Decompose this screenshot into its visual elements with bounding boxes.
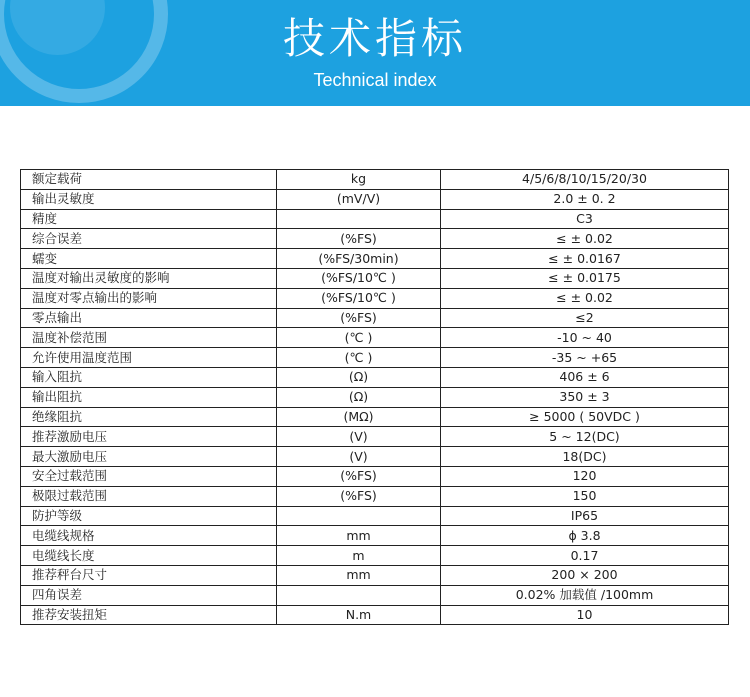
spec-value-cell: ≥ 5000 ( 50VDC ): [441, 407, 729, 427]
spec-unit-cell: (V): [277, 447, 441, 467]
spec-value-cell: C3: [441, 209, 729, 229]
spec-unit-cell: (%FS): [277, 308, 441, 328]
spec-unit-cell: N.m: [277, 605, 441, 625]
spec-value-cell: -10 ~ 40: [441, 328, 729, 348]
spec-name-cell: 温度补偿范围: [21, 328, 277, 348]
spec-unit-cell: (℃ ): [277, 348, 441, 368]
header-banner: [0, 0, 750, 106]
spec-name-cell: 综合误差: [21, 229, 277, 249]
spec-unit-cell: kg: [277, 170, 441, 190]
table-row: [21, 229, 729, 249]
table-row: [21, 585, 729, 605]
table-row: [21, 308, 729, 328]
table-row: [21, 348, 729, 368]
spec-value-cell: 406 ± 6: [441, 367, 729, 387]
spec-unit-cell: (%FS): [277, 486, 441, 506]
table-row: [21, 367, 729, 387]
spec-unit-cell: m: [277, 546, 441, 566]
spec-name-cell: 输出阻抗: [21, 387, 277, 407]
spec-name-cell: 零点输出: [21, 308, 277, 328]
spec-name-cell: 输入阻抗: [21, 367, 277, 387]
spec-name-cell: 允许使用温度范围: [21, 348, 277, 368]
table-row: [21, 565, 729, 585]
table-row: [21, 447, 729, 467]
spec-value-cell: -35 ~ +65: [441, 348, 729, 368]
spec-unit-cell: (Ω): [277, 367, 441, 387]
spec-unit-cell: (Ω): [277, 387, 441, 407]
spec-table: [20, 169, 729, 625]
spec-name-cell: 推荐安装扭矩: [21, 605, 277, 625]
spec-name-cell: 四角误差: [21, 585, 277, 605]
spec-unit-cell: (%FS/10℃ ): [277, 288, 441, 308]
table-row: [21, 209, 729, 229]
spec-value-cell: ≤ ± 0.0167: [441, 249, 729, 269]
spec-name-cell: 精度: [21, 209, 277, 229]
table-row: [21, 486, 729, 506]
table-row: [21, 189, 729, 209]
spec-value-cell: 2.0 ± 0. 2: [441, 189, 729, 209]
spec-value-cell: ≤ ± 0.0175: [441, 268, 729, 288]
spec-unit-cell: (MΩ): [277, 407, 441, 427]
table-row: [21, 387, 729, 407]
spec-name-cell: 极限过载范围: [21, 486, 277, 506]
spec-value-cell: ϕ 3.8: [441, 526, 729, 546]
spec-unit-cell: mm: [277, 526, 441, 546]
spec-unit-cell: (mV/V): [277, 189, 441, 209]
spec-name-cell: 电缆线规格: [21, 526, 277, 546]
table-row: [21, 288, 729, 308]
table-row: [21, 328, 729, 348]
spec-value-cell: ≤ ± 0.02: [441, 288, 729, 308]
spec-value-cell: ≤2: [441, 308, 729, 328]
table-row: [21, 605, 729, 625]
spec-name-cell: 推荐激励电压: [21, 427, 277, 447]
spec-unit-cell: [277, 585, 441, 605]
spec-unit-cell: (℃ ): [277, 328, 441, 348]
spec-value-cell: 10: [441, 605, 729, 625]
table-row: [21, 268, 729, 288]
spec-value-cell: 4/5/6/8/10/15/20/30: [441, 170, 729, 190]
spec-name-cell: 安全过载范围: [21, 466, 277, 486]
spec-name-cell: 最大激励电压: [21, 447, 277, 467]
spec-name-cell: 输出灵敏度: [21, 189, 277, 209]
spec-value-cell: 150: [441, 486, 729, 506]
spec-value-cell: 200 × 200: [441, 565, 729, 585]
spec-value-cell: ≤ ± 0.02: [441, 229, 729, 249]
spec-name-cell: 绝缘阻抗: [21, 407, 277, 427]
spec-unit-cell: (%FS/30min): [277, 249, 441, 269]
spec-name-cell: 温度对零点输出的影响: [21, 288, 277, 308]
page-title: 技术指标: [282, 14, 467, 63]
spec-unit-cell: (%FS): [277, 229, 441, 249]
table-row: [21, 427, 729, 447]
table-row: [21, 506, 729, 526]
spec-name-cell: 推荐秤台尺寸: [21, 565, 277, 585]
spec-unit-cell: (%FS): [277, 466, 441, 486]
table-row: [21, 466, 729, 486]
table-row: [21, 526, 729, 546]
spec-unit-cell: (%FS/10℃ ): [277, 268, 441, 288]
table-row: [21, 546, 729, 566]
spec-name-cell: 电缆线长度: [21, 546, 277, 566]
spec-unit-cell: [277, 209, 441, 229]
spec-value-cell: 18(DC): [441, 447, 729, 467]
spec-value-cell: 120: [441, 466, 729, 486]
spec-value-cell: 5 ~ 12(DC): [441, 427, 729, 447]
spec-value-cell: IP65: [441, 506, 729, 526]
spec-unit-cell: mm: [277, 565, 441, 585]
table-row: [21, 407, 729, 427]
spec-unit-cell: (V): [277, 427, 441, 447]
spec-value-cell: 350 ± 3: [441, 387, 729, 407]
spec-name-cell: 蠕变: [21, 249, 277, 269]
table-row: [21, 249, 729, 269]
spec-name-cell: 防护等级: [21, 506, 277, 526]
spec-name-cell: 温度对输出灵敏度的影响: [21, 268, 277, 288]
page-subtitle: Technical index: [313, 70, 437, 90]
spec-unit-cell: [277, 506, 441, 526]
spec-value-cell: 0.02% 加载值 /100mm: [441, 585, 729, 605]
spec-value-cell: 0.17: [441, 546, 729, 566]
table-row: [21, 170, 729, 190]
spec-name-cell: 额定载荷: [21, 170, 277, 190]
